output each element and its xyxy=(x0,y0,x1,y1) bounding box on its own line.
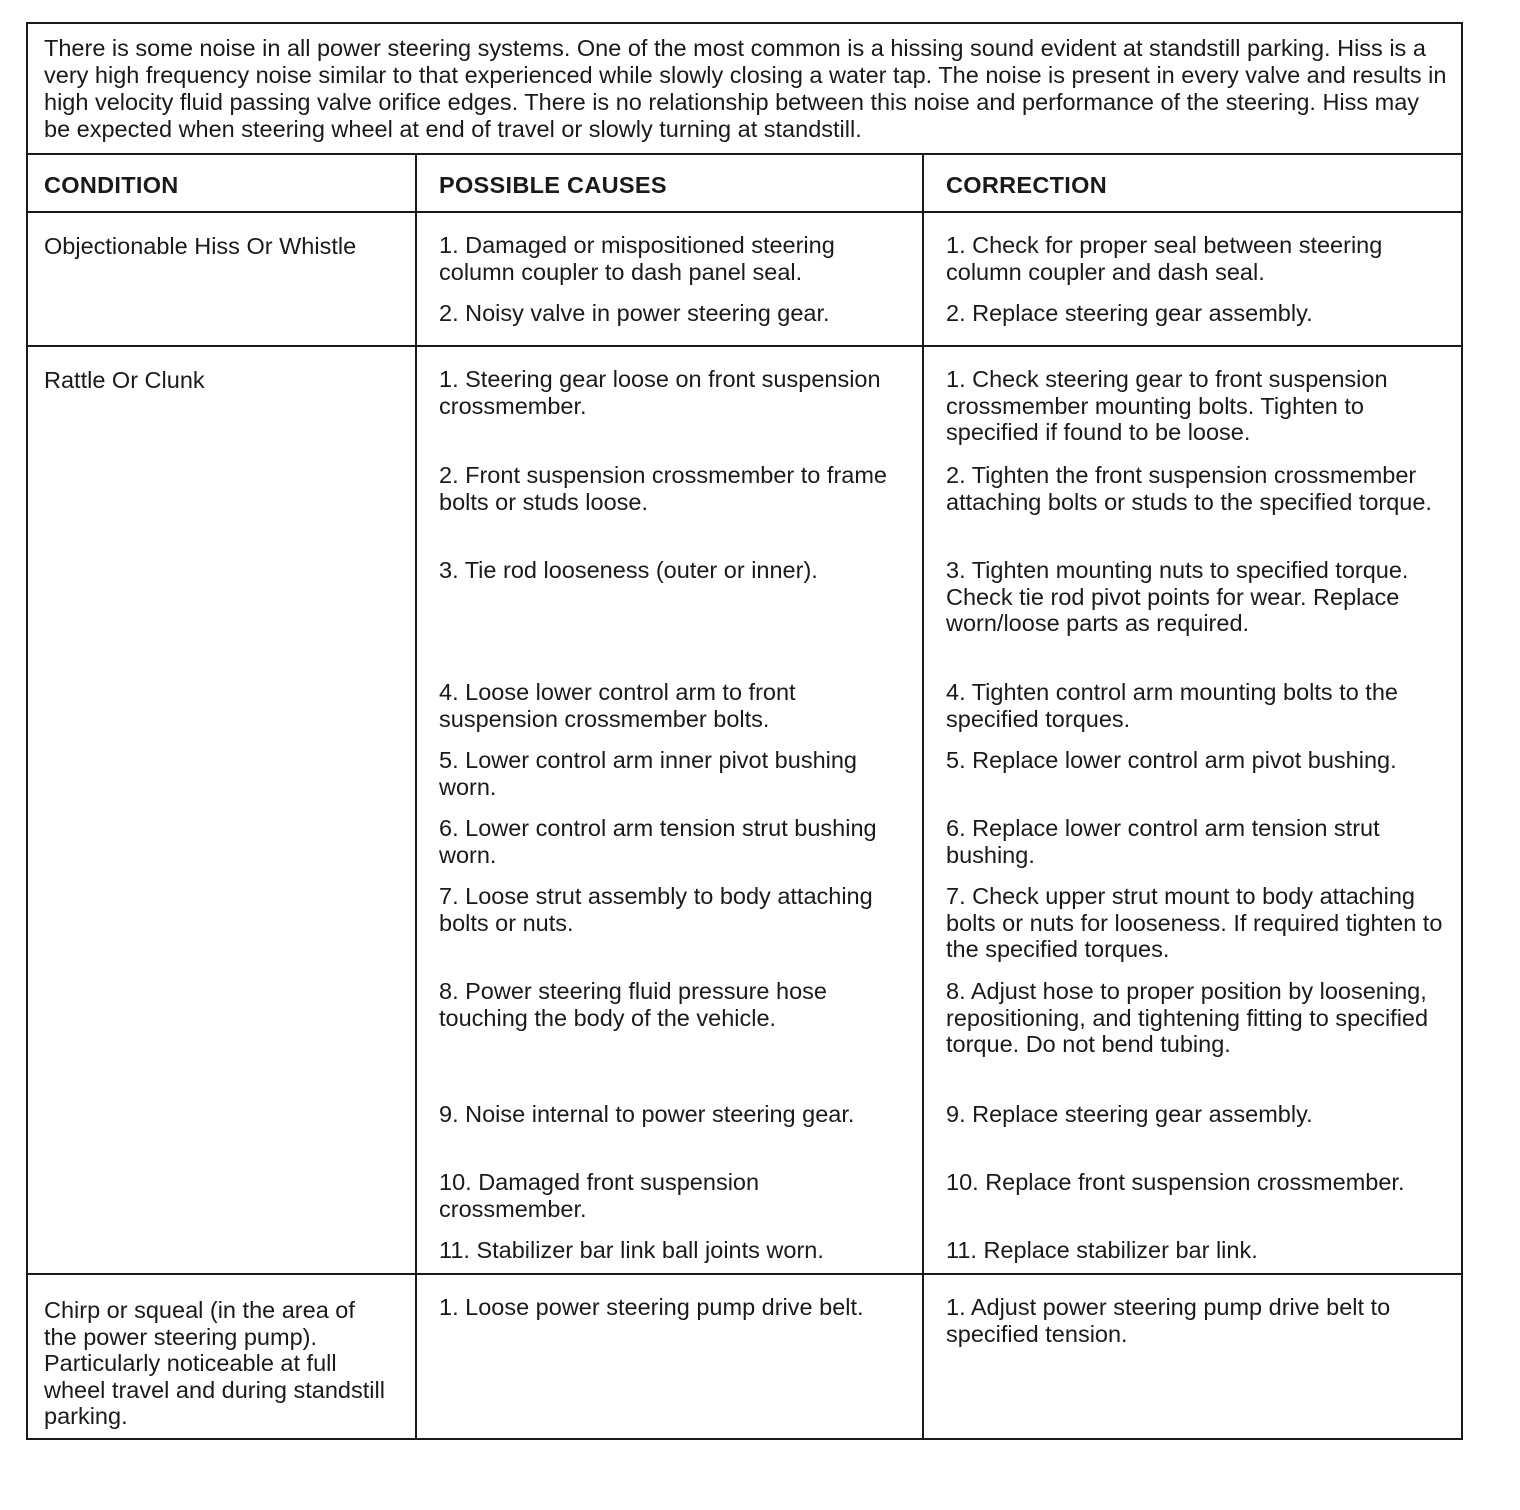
cause-item: 10. Damaged front suspension crossmember. xyxy=(439,1169,760,1222)
cause-item: 11. Stabilizer bar link ball joints worn. xyxy=(439,1237,824,1263)
cause-item: 7. Loose strut assembly to body attaching bolts or nuts. xyxy=(439,883,873,936)
cause-item: 2. Noisy valve in power steering gear. xyxy=(439,300,830,326)
causes-cell xyxy=(416,1274,923,1438)
correction-item: 5. Replace lower control arm pivot bushing. xyxy=(946,747,1397,773)
diagnosis-chart xyxy=(26,22,1463,1440)
cause-item: 8. Power steering fluid pressure hose touching the body of the vehicle. xyxy=(439,978,827,1031)
table-row xyxy=(28,346,1461,1274)
cause-item: 3. Tie rod looseness (outer or inner). xyxy=(439,557,818,583)
correction-item: 1. Check for proper seal between steering column coupler and dash seal. xyxy=(946,232,1383,285)
header-condition: CONDITION xyxy=(28,155,416,212)
condition-label: Chirp or squeal (in the area of the power steering pump). Particularly noticeable at full wheel travel and during standstill parking. xyxy=(44,1297,385,1429)
cause-item: 6. Lower control arm tension strut bushing worn. xyxy=(439,815,877,868)
causes-cell xyxy=(416,212,923,346)
correction-item: 7. Check upper strut mount to body attaching bolts or nuts for looseness. If required tighten to the specified torques. xyxy=(946,883,1443,962)
intro-paragraph: There is some noise in all power steering systems. One of the most common is a hissing sound evident at standstill parking. Hiss is a very high frequency noise similar to that experienced while slowly closing a water tap. The noise is present in every valve and results in high velocity fluid passing valve orifice edges. There is no relationship between this noise and performance of the steering. Hiss may be expected when steering wheel at end of travel or slowly turning at standstill. xyxy=(28,24,1461,155)
cause-item: 1. Loose power steering pump drive belt. xyxy=(439,1294,864,1320)
diagnosis-table xyxy=(28,155,1461,1438)
header-correction: CORRECTION xyxy=(923,155,1461,212)
corrections-cell xyxy=(923,212,1461,346)
correction-item: 11. Replace stabilizer bar link. xyxy=(946,1237,1258,1263)
condition-cell xyxy=(28,346,416,1274)
correction-item: 3. Tighten mounting nuts to specified torque. Check tie rod pivot points for wear. Replace worn/loose parts as required. xyxy=(946,557,1409,636)
corrections-cell xyxy=(923,346,1461,1274)
correction-item: 10. Replace front suspension crossmember. xyxy=(946,1169,1405,1195)
header-possible-causes: POSSIBLE CAUSES xyxy=(416,155,923,212)
correction-item: 6. Replace lower control arm tension strut bushing. xyxy=(946,815,1380,868)
corrections-cell xyxy=(923,1274,1461,1438)
condition-cell xyxy=(28,1274,416,1438)
cause-item: 1. Damaged or mispositioned steering column coupler to dash panel seal. xyxy=(439,232,835,285)
condition-label: Objectionable Hiss Or Whistle xyxy=(44,233,357,259)
correction-item: 2. Tighten the front suspension crossmember attaching bolts or studs to the specified torque. xyxy=(946,462,1432,515)
causes-cell xyxy=(416,346,923,1274)
cause-item: 5. Lower control arm inner pivot bushing worn. xyxy=(439,747,857,800)
cause-item: 2. Front suspension crossmember to frame bolts or studs loose. xyxy=(439,462,887,515)
cause-item: 1. Steering gear loose on front suspension crossmember. xyxy=(439,366,881,419)
correction-item: 4. Tighten control arm mounting bolts to the specified torques. xyxy=(946,679,1398,732)
correction-item: 9. Replace steering gear assembly. xyxy=(946,1101,1313,1127)
condition-label: Rattle Or Clunk xyxy=(44,367,205,393)
correction-item: 2. Replace steering gear assembly. xyxy=(946,300,1313,326)
correction-item: 8. Adjust hose to proper position by loosening, repositioning, and tightening fitting to specified torque. Do not bend tubing. xyxy=(946,978,1429,1057)
header-row xyxy=(28,155,1461,212)
cause-item: 4. Loose lower control arm to front suspension crossmember bolts. xyxy=(439,679,796,732)
table-row xyxy=(28,212,1461,346)
condition-cell xyxy=(28,212,416,346)
cause-item: 9. Noise internal to power steering gear. xyxy=(439,1101,855,1127)
correction-item: 1. Adjust power steering pump drive belt to specified tension. xyxy=(946,1294,1391,1347)
table-row xyxy=(28,1274,1461,1438)
correction-item: 1. Check steering gear to front suspension crossmember mounting bolts. Tighten to specified if found to be loose. xyxy=(946,366,1388,445)
